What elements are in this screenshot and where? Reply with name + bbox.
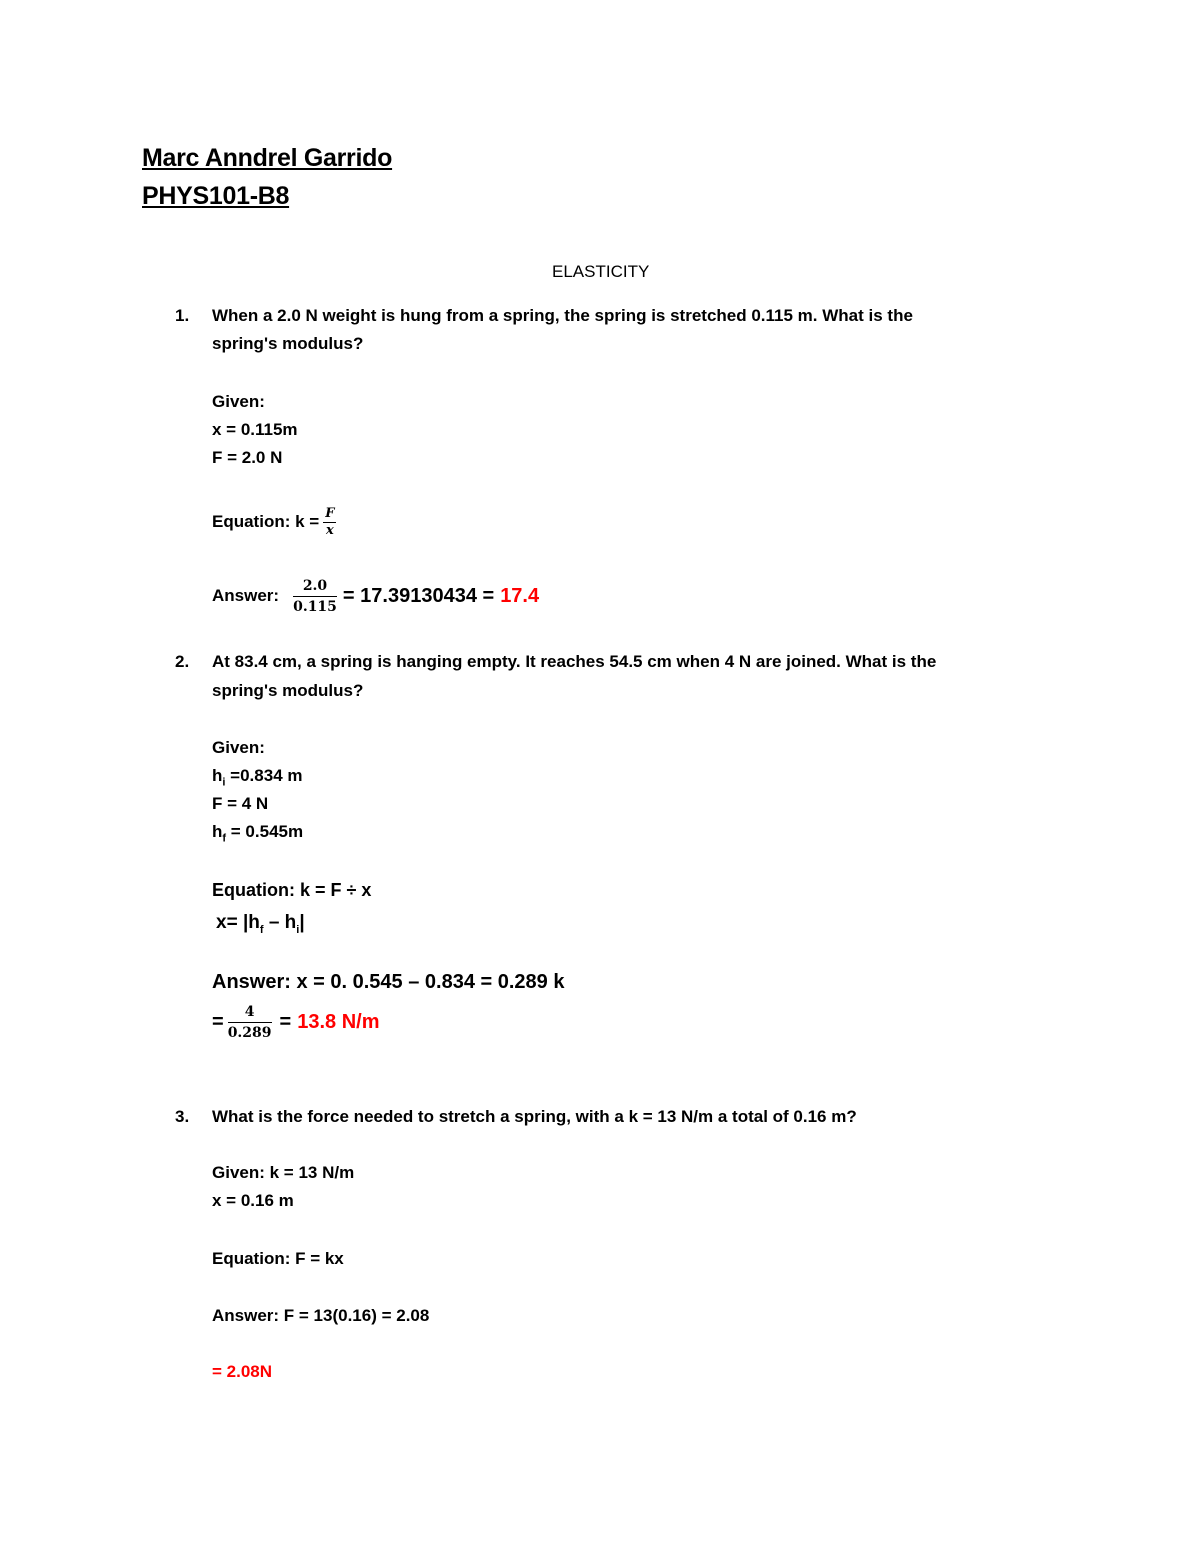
q3-answer: Answer: F = 13(0.16) = 2.08 xyxy=(212,1306,430,1325)
student-name: Marc Anndrel Garrido xyxy=(142,144,393,172)
q1-eq-numerator: F xyxy=(325,505,335,521)
q1-given-label: Given: xyxy=(212,392,265,411)
q2-answer-line2 xyxy=(212,1000,379,1044)
q1-equation-label: Equation: k = xyxy=(212,512,320,531)
q2-given-hi: $h_i =0.834$ m xyxy=(212,766,303,789)
q3-given-line1: Given: k = 13 N/m xyxy=(212,1163,355,1182)
q1-number: 1. xyxy=(175,306,190,325)
q1-answer-final: 17.4 xyxy=(500,584,540,607)
q1-equation xyxy=(212,500,336,544)
q1-ans-denominator: 0.115 xyxy=(293,598,337,615)
q2-answer-mid: = xyxy=(279,1010,292,1033)
q2-answer-eq: = xyxy=(212,1010,224,1033)
q2-equation-line2: $x= |h_f - h_i|$ xyxy=(216,912,305,936)
q2-question-line1: At 83.4 cm, a spring is hanging empty. It reaches 54.5 cm when 4 N are joined. What is the xyxy=(212,652,937,671)
q2-answer-fraction xyxy=(228,1002,272,1043)
q3-number: 3. xyxy=(175,1107,190,1126)
q1-answer-label: Answer: xyxy=(212,586,280,605)
q2-ans-numerator: 4 xyxy=(228,1002,272,1023)
q2-answer-final: 13.8 N/m xyxy=(297,1010,380,1033)
q1-ans-numerator: 2.0 xyxy=(293,576,337,597)
q2-question-line2: spring's modulus? xyxy=(212,681,364,700)
q1-answer-fraction xyxy=(293,576,337,617)
q3-given-line2: x = 0.16 m xyxy=(212,1191,294,1210)
q1-answer-mid: = 17.39130434 = xyxy=(342,584,495,607)
q1-equation-fraction xyxy=(323,506,336,539)
page-title: ELASTICITY xyxy=(552,262,650,281)
q2-given-label: Given: xyxy=(212,738,265,757)
q1-answer xyxy=(212,574,539,618)
q2-equation-line1: Equation: k = F ÷ x xyxy=(212,880,372,900)
q2-ans-denominator: 0.289 xyxy=(227,1024,272,1041)
q2-number: 2. xyxy=(175,652,190,671)
q3-equation: Equation: F = kx xyxy=(212,1249,344,1268)
q3-question-line1: What is the force needed to stretch a spring, with a k = 13 N/m a total of 0.16 m? xyxy=(212,1107,857,1126)
q1-given-f: F = 2.0 N xyxy=(212,448,283,467)
q2-answer-line1: Answer: x = 0. 0.545 – 0.834 = 0.289 k xyxy=(212,971,565,993)
q1-given-x: x = 0.115m xyxy=(212,420,298,439)
q2-given-f: F = 4 N xyxy=(212,794,269,813)
course-code: PHYS101-B8 xyxy=(142,182,290,210)
q1-question-line2: spring's modulus? xyxy=(212,334,364,353)
q1-question-line1: When a 2.0 N weight is hung from a spring, the spring is stretched 0.115 m. What is the xyxy=(212,306,913,325)
q2-given-hf: $h_f = 0.545m$ xyxy=(212,822,304,845)
q3-answer-final: = 2.08N xyxy=(212,1362,273,1381)
q1-eq-denominator: x xyxy=(325,522,334,538)
